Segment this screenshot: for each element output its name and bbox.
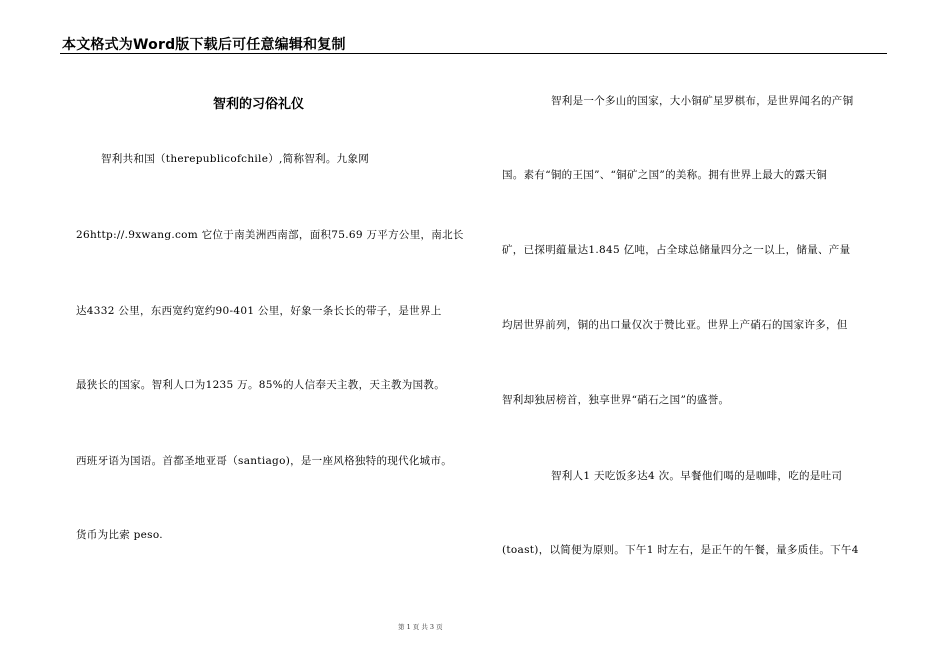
left-paragraph-line: 西班牙语为国语。首都圣地亚哥（santiago)，是一座风格独特的现代化城市。 bbox=[76, 455, 453, 467]
document-banner: 本文格式为Word版下载后可任意编辑和复制 bbox=[62, 37, 346, 53]
left-paragraph-line: 货币为比索 peso. bbox=[76, 529, 163, 541]
right-paragraph-line: 矿，已探明蕴量达1.845 亿吨，占全球总储量四分之一以上，储量、产量 bbox=[502, 244, 851, 256]
right-paragraph-line: 国。素有“铜的王国”、“铜矿之国”的美称。拥有世界上最大的露天铜 bbox=[502, 169, 828, 181]
left-paragraph-line: 最狭长的国家。智利人口为1235 万。85%的人信奉天主教，天主教为国教。 bbox=[76, 379, 445, 391]
banner-divider bbox=[60, 53, 887, 54]
left-paragraph-line: 达4332 公里，东西宽约宽约90-401 公里，好象一条长长的带子，是世界上 bbox=[76, 305, 442, 317]
right-paragraph-line: (toast)，以简便为原则。下午1 时左右，是正午的午餐，量多质佳。下午4 bbox=[502, 544, 859, 556]
right-paragraph-line: 智利人1 天吃饭多达4 次。早餐他们喝的是咖啡，吃的是吐司 bbox=[551, 470, 843, 482]
right-paragraph-line: 均居世界前列，铜的出口量仅次于赞比亚。世界上产硝石的国家许多，但 bbox=[502, 319, 848, 331]
right-paragraph-line: 智利却独居榜首，独享世界“硝石之国”的盛誉。 bbox=[502, 394, 730, 406]
left-paragraph-line: 智利共和国（therepublicofchile）,简称智利。九象网 bbox=[101, 153, 370, 165]
document-title: 智利的习俗礼仪 bbox=[213, 97, 305, 112]
left-paragraph-line: 26http://.9xwang.com 它位于南美洲西南部，面积75.69 万平方公里，南北长 bbox=[76, 229, 464, 241]
right-paragraph-line: 智利是一个多山的国家，大小铜矿星罗棋布，是世界闻名的产铜 bbox=[551, 95, 854, 107]
page-indicator: 第 1 页 共 3 页 bbox=[398, 623, 443, 631]
